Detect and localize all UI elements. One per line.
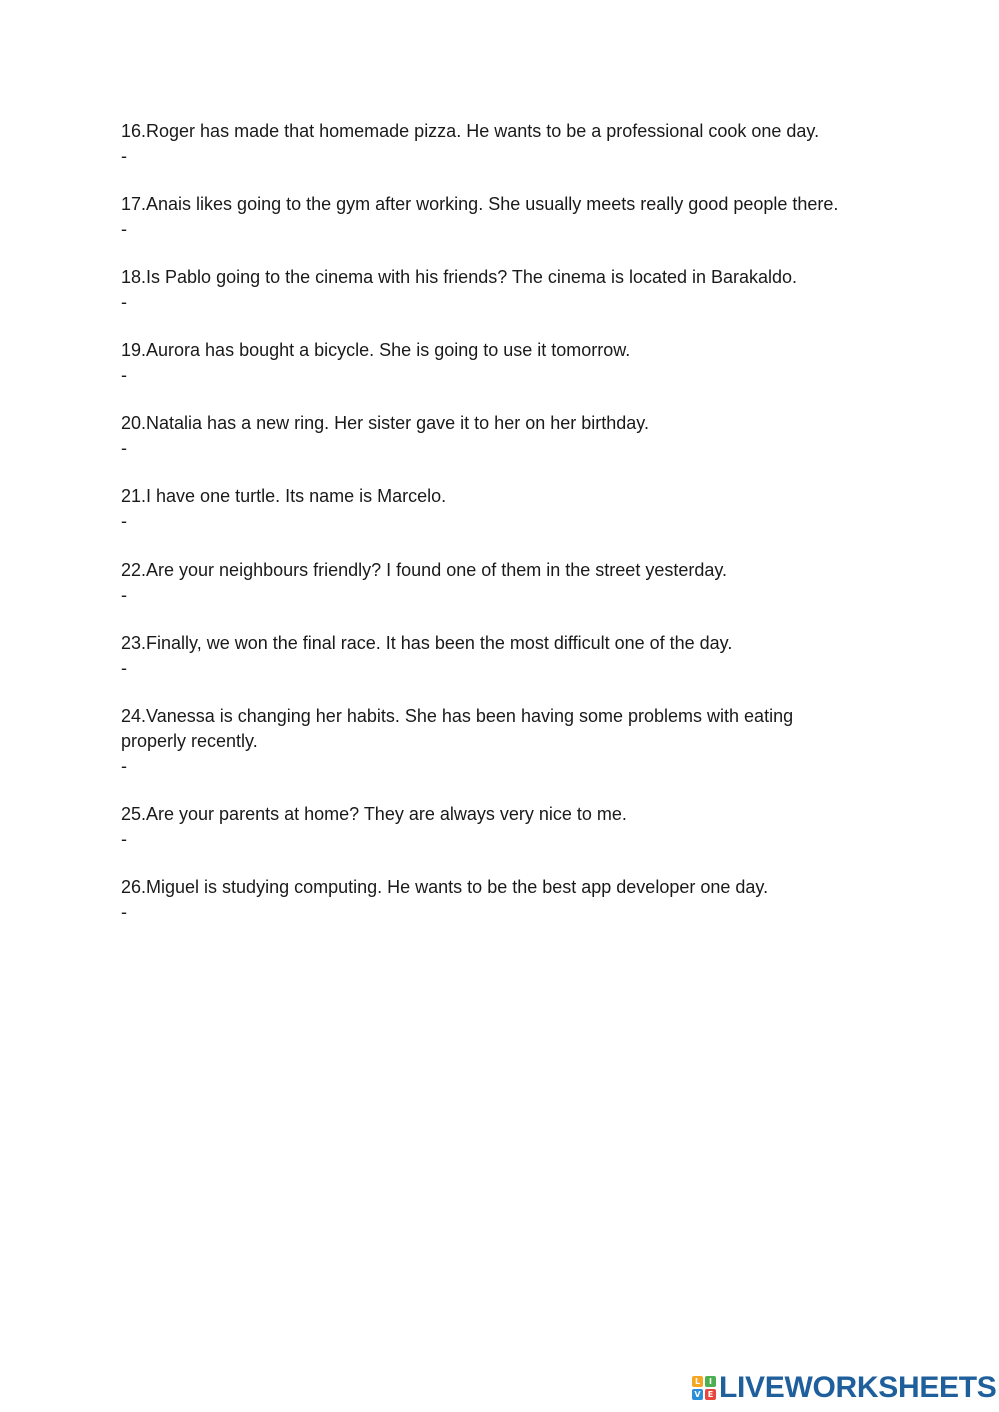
exercise-item-25 (121, 802, 881, 852)
exercise-sentence: 19.Aurora has bought a bicycle. She is going to use it tomorrow. (121, 340, 631, 360)
exercise-item-18 (121, 265, 881, 315)
exercise-sentence: 24.Vanessa is changing her habits. She has been having some problems with eating properly recently. (121, 706, 794, 751)
logo-tile: V (692, 1389, 703, 1400)
answer-line[interactable]: - (121, 146, 127, 166)
answer-line[interactable]: - (121, 658, 127, 678)
exercise-item-23 (121, 631, 881, 681)
answer-line[interactable]: - (121, 829, 127, 849)
answer-line[interactable]: - (121, 438, 127, 458)
exercise-item-16 (121, 119, 881, 169)
answer-line[interactable]: - (121, 902, 127, 922)
exercise-sentence: 17.Anais likes going to the gym after working. She usually meets really good people there. (121, 194, 839, 214)
exercise-item-24 (121, 704, 881, 779)
exercise-item-26 (121, 875, 881, 925)
exercise-item-22 (121, 558, 881, 608)
exercise-sentence: 21.I have one turtle. Its name is Marcelo. (121, 486, 447, 506)
answer-line[interactable]: - (121, 292, 127, 312)
exercise-item-20 (121, 411, 881, 461)
answer-line[interactable]: - (121, 511, 127, 531)
answer-line[interactable]: - (121, 219, 127, 239)
exercise-sentence: 18.Is Pablo going to the cinema with his friends? The cinema is located in Barakaldo. (121, 267, 798, 287)
answer-line[interactable]: - (121, 365, 127, 385)
exercise-item-17 (121, 192, 881, 242)
exercise-sentence: 23.Finally, we won the final race. It has been the most difficult one of the day. (121, 633, 733, 653)
answer-line[interactable]: - (121, 756, 127, 776)
exercise-sentence: 26.Miguel is studying computing. He wants to be the best app developer one day. (121, 877, 769, 897)
exercise-sentence: 22.Are your neighbours friendly? I found one of them in the street yesterday. (121, 560, 728, 580)
exercise-sentence: 25.Are your parents at home? They are always very nice to me. (121, 804, 627, 824)
logo-tile: I (705, 1376, 716, 1387)
exercise-sentence: 20.Natalia has a new ring. Her sister gave it to her on her birthday. (121, 413, 649, 433)
liveworksheets-logo-icon (692, 1376, 716, 1400)
logo-tile: E (705, 1389, 716, 1400)
liveworksheets-brand[interactable] (692, 1372, 997, 1404)
answer-line[interactable]: - (121, 585, 127, 605)
exercise-item-21 (121, 484, 881, 534)
exercise-item-19 (121, 338, 881, 388)
exercise-sentence: 16.Roger has made that homemade pizza. He wants to be a professional cook one day. (121, 121, 820, 141)
logo-tile: L (692, 1376, 703, 1387)
brand-name: LIVEWORKSHEETS (719, 1371, 997, 1404)
